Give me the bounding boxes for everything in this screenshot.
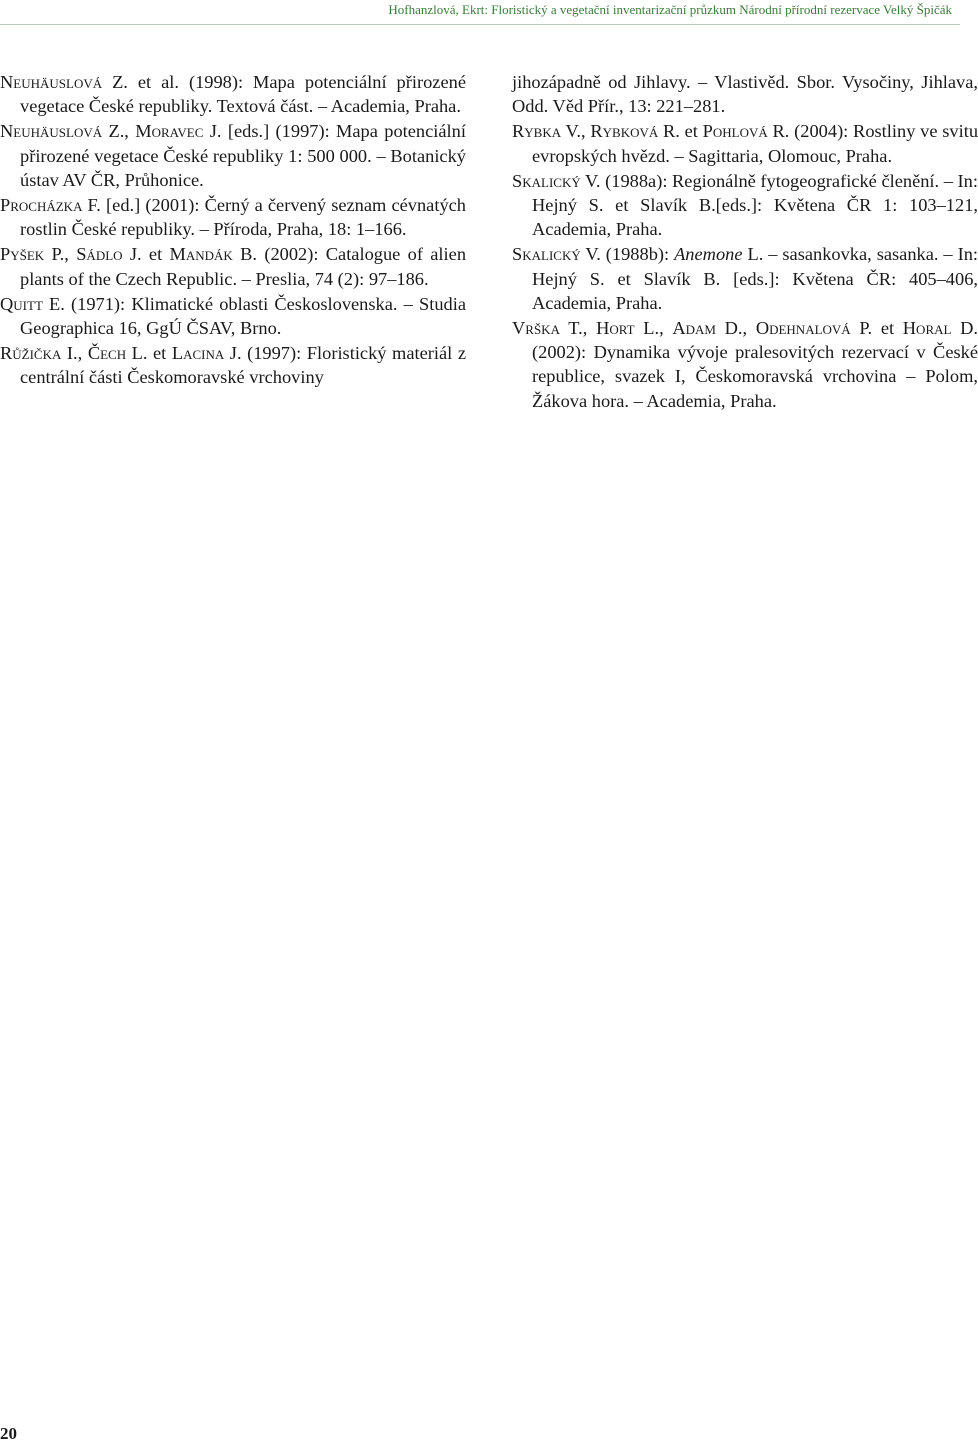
reference-separator: , (64, 244, 77, 265)
reference-separator: , (742, 318, 756, 339)
reference-author: Procházka F. (0, 195, 101, 216)
reference-genus-italic: Anemone (674, 244, 743, 265)
reference-separator: , (124, 121, 136, 142)
reference-author: Vrška T. (512, 318, 583, 339)
reference-separator: et (679, 121, 703, 142)
reference-author: Pyšek P. (0, 244, 65, 265)
reference-separator: , (77, 343, 88, 364)
reference-text: (2002): Dynamika vývoje pralesovitých rezervací v České republice, svazek I, Českomoravská vrchovina – Polom, Žákova hora. – Academia, Praha. (532, 342, 978, 411)
reference-text: (1988a): Regionálně fytogeografické členění. – In: Hejný S. et Slavík B.[eds.]: Květena ČR 1: 103–121, Academia, Praha. (532, 170, 978, 240)
references-column-left (0, 70, 466, 391)
reference-separator: , (582, 318, 597, 339)
reference-separator: et (147, 343, 172, 364)
reference-entry (0, 193, 466, 241)
reference-separator: et (141, 244, 170, 265)
header-rule (0, 24, 960, 25)
reference-author: Neuhäuslová Z. (0, 121, 125, 142)
reference-text: [ed.] (2001): Černý a červený seznam cévnatých rostlin České republiky. – Příroda, Praha, 18: 1–166. (20, 195, 466, 240)
reference-separator: et (872, 318, 903, 339)
reference-author: Skalický V. (512, 244, 601, 265)
reference-entry (512, 242, 978, 315)
reference-entry (0, 70, 466, 118)
reference-author: Lacina J. (171, 343, 242, 364)
reference-text: [eds.] (1997): Mapa potenciální přirozené vegetace České republiky 1: 500 000. – Botanický ústav AV ČR, Průhonice. (20, 121, 466, 190)
reference-author: Moravec J. (135, 121, 222, 142)
reference-author: Adam D. (672, 318, 743, 339)
reference-author: Růžička I. (0, 343, 78, 364)
reference-text: L. – sasankovka, sasanka. – In: Hejný S. et Slavík B. [eds.]: Květena ČR: 405–406, Academia, Praha. (532, 244, 978, 313)
reference-continuation: jihozápadně od Jihlavy. – Vlastivěd. Sbor. Vysočiny, Jihlava, Odd. Věd Přír., 13: 221–281. (512, 72, 978, 117)
reference-separator: , (581, 121, 591, 142)
reference-author: Rybková R. (590, 121, 680, 142)
reference-entry (0, 341, 466, 389)
reference-author: Neuhäuslová Z. (0, 72, 128, 92)
reference-author: Pohlová R. (702, 121, 790, 142)
reference-entry (0, 242, 466, 290)
reference-text: et al. (1998): Mapa potenciální přirozené vegetace České republiky. Textová část. – Academia, Praha. (20, 72, 466, 117)
reference-author: Čech L. (87, 343, 148, 364)
reference-entry (512, 169, 978, 242)
reference-author: Horal D. (902, 318, 978, 339)
page-number: 20 (0, 1424, 17, 1443)
reference-author: Rybka V. (512, 121, 582, 142)
reference-text: (1988b): (600, 244, 675, 265)
reference-text: (1971): Klimatické oblasti Československa. – Studia Geographica 16, GgÚ ČSAV, Brno. (20, 293, 466, 339)
running-header: Hofhanzlová, Ekrt: Floristický a vegetační inventarizační průzkum Národní přírodní rezervace Velký Špičák (388, 2, 952, 17)
reference-author: Hort L. (596, 318, 660, 339)
reference-entry (0, 292, 466, 340)
reference-text: (2004): Rostliny ve svitu evropských hvězd. – Sagittaria, Olomouc, Praha. (532, 121, 978, 166)
reference-entry (512, 119, 978, 167)
reference-entry (0, 119, 466, 192)
reference-author: Mandák B. (169, 244, 257, 265)
reference-author: Skalický V. (512, 170, 601, 191)
reference-entry (512, 316, 978, 413)
reference-author: Odehnalová P. (755, 318, 873, 339)
references-column-right (512, 70, 978, 414)
reference-text: (1997): Floristický materiál z centrální části Českomoravské vrchoviny (20, 343, 466, 388)
reference-separator: , (659, 318, 673, 339)
reference-text: (2002): Catalogue of alien plants of the Czech Republic. – Preslia, 74 (2): 97–186. (20, 244, 467, 289)
reference-author: Quitt E. (0, 293, 65, 314)
reference-author: Sádlo J. (76, 244, 142, 265)
